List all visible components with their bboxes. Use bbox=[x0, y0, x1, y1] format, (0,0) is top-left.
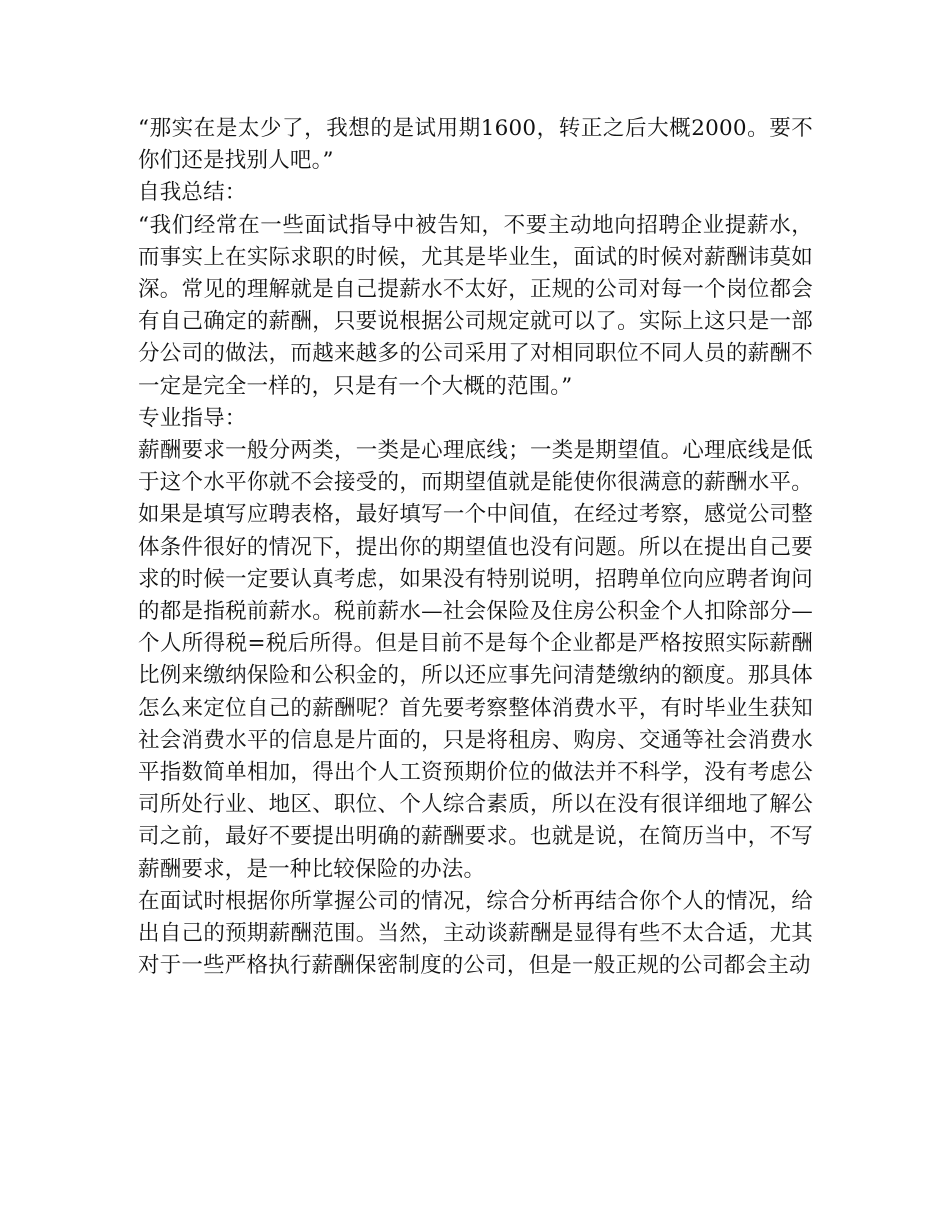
body-paragraph-salary-guidance: 薪酬要求一般分两类，一类是心理底线；一类是期望值。心理底线是低于这个水平你就不会接受的，而期望值就是能使你很满意的薪酬水平。如果是填写应聘表格，最好填写一个中间值，在经过考察，感觉公司整体条件很好的情况下，提出你的期望值也没有问题。所以在提出自己要求的时候一定要认真考虑，如果没有特别说明，招聘单位向应聘者询问的都是指税前薪水。税前薪水—社会保险及住房公积金个人扣除部分—个人所得税=税后所得。但是目前不是每个企业都是严格按照实际薪酬比例来缴纳保险和公积金的，所以还应事先问清楚缴纳的额度。那具体怎么来定位自己的薪酬呢？首先要考察整体消费水平，有时毕业生获知社会消费水平的信息是片面的，只是将租房、购房、交通等社会消费水平指数简单相加，得出个人工资预期价位的做法并不科学，没有考虑公司所处行业、地区、职位、个人综合素质，所以在没有很详细地了解公司之前，最好不要提出明确的薪酬要求。也就是说，在简历当中，不写薪酬要求，是一种比较保险的办法。 bbox=[138, 438, 813, 882]
quote-paragraph-salary-expectation: “那实在是太少了，我想的是试用期1600，转正之后大概2000。要不你们还是找别人吧。” bbox=[138, 116, 813, 174]
quote-paragraph-self-summary: “我们经常在一些面试指导中被告知，不要主动地向招聘企业提薪水，而事实上在实际求职的时候，尤其是毕业生，面试的时候对薪酬讳莫如深。常见的理解就是自己提薪水不太好，正规的公司对每一个岗位都会有自己确定的薪酬，只要说根据公司规定就可以了。实际上这只是一部分公司的做法，而越来越多的公司采用了对相同职位不同人员的薪酬不一定是完全一样的，只是有一个大概的范围。” bbox=[138, 212, 813, 399]
section-heading-professional-guidance: 专业指导： bbox=[138, 405, 247, 431]
document-page bbox=[138, 113, 813, 982]
section-heading-self-summary: 自我总结： bbox=[138, 180, 247, 206]
body-paragraph-interview-salary: 在面试时根据你所掌握公司的情况，综合分析再结合你个人的情况，给出自己的预期薪酬范围。当然，主动谈薪酬是显得有些不太合适，尤其对于一些严格执行薪酬保密制度的公司，但是一般正规的公司都会主动 bbox=[138, 888, 813, 979]
